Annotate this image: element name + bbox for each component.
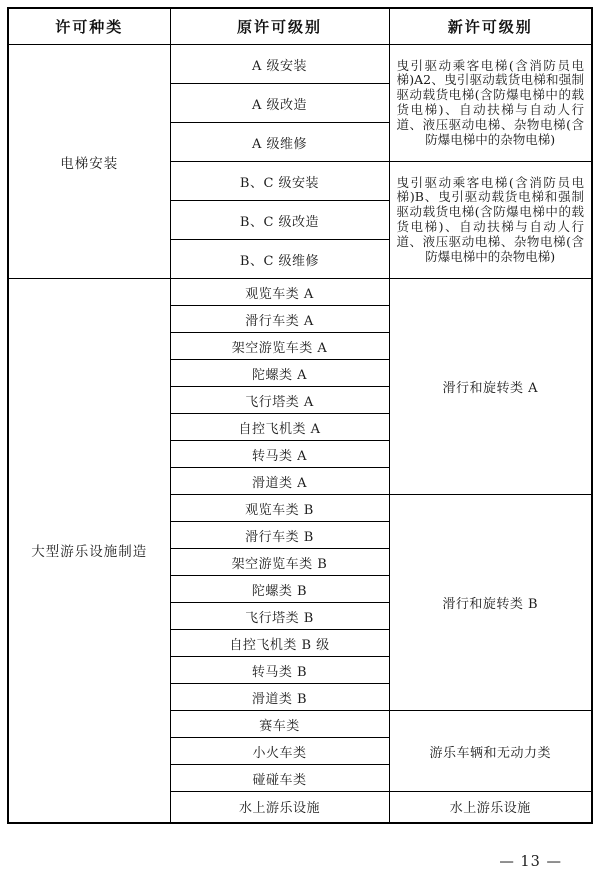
page-number: — 13 — bbox=[499, 854, 562, 870]
header-cell-old-level: 原许可级别 bbox=[170, 8, 389, 45]
old-level-cell: 转马类 B bbox=[170, 657, 389, 684]
old-level-cell: 水上游乐设施 bbox=[170, 792, 389, 823]
license-level-mapping-table bbox=[7, 7, 593, 824]
old-level-cell: 滑行车类 B bbox=[170, 522, 389, 549]
old-level-cell: 架空游览车类 A bbox=[170, 333, 389, 360]
old-level-cell: 飞行塔类 B bbox=[170, 603, 389, 630]
header-cell-new-level: 新许可级别 bbox=[389, 8, 592, 45]
old-level-cell: B、C 级改造 bbox=[170, 201, 389, 240]
old-level-cell: 陀螺类 B bbox=[170, 576, 389, 603]
old-level-cell: 滑道类 A bbox=[170, 468, 389, 495]
old-level-cell: 观览车类 B bbox=[170, 495, 389, 522]
old-level-cell: B、C 级安装 bbox=[170, 162, 389, 201]
old-level-cell: A 级安装 bbox=[170, 45, 389, 84]
new-level-cell: 曳引驱动乘客电梯(含消防员电梯)A2、曳引驱动载货电梯和强制驱动载货电梯(含防爆电梯中的载货电梯)、自动扶梯与自动人行道、液压驱动电梯、杂物电梯(含防爆电梯中的杂物电梯) bbox=[389, 45, 592, 162]
old-level-cell: 自控飞机类 A bbox=[170, 414, 389, 441]
header-row bbox=[8, 8, 592, 45]
new-level-cell: 水上游乐设施 bbox=[389, 792, 592, 823]
old-level-cell: 小火车类 bbox=[170, 738, 389, 765]
old-level-cell: 架空游览车类 B bbox=[170, 549, 389, 576]
old-level-cell: 赛车类 bbox=[170, 711, 389, 738]
old-level-cell: A 级改造 bbox=[170, 84, 389, 123]
new-level-cell: 游乐车辆和无动力类 bbox=[389, 711, 592, 792]
old-level-cell: A 级维修 bbox=[170, 123, 389, 162]
new-level-cell: 滑行和旋转类 A bbox=[389, 279, 592, 495]
old-level-cell: 滑行车类 A bbox=[170, 306, 389, 333]
old-level-cell: 滑道类 B bbox=[170, 684, 389, 711]
old-level-cell: B、C 级维修 bbox=[170, 240, 389, 279]
old-level-cell: 飞行塔类 A bbox=[170, 387, 389, 414]
old-level-cell: 观览车类 A bbox=[170, 279, 389, 306]
old-level-cell: 碰碰车类 bbox=[170, 765, 389, 792]
old-level-cell: 陀螺类 A bbox=[170, 360, 389, 387]
old-level-cell: 自控飞机类 B 级 bbox=[170, 630, 389, 657]
table-row bbox=[8, 45, 592, 84]
old-level-cell: 转马类 A bbox=[170, 441, 389, 468]
table-row bbox=[8, 279, 592, 306]
category-cell: 电梯安装 bbox=[8, 45, 170, 279]
header-cell-license-type: 许可种类 bbox=[8, 8, 170, 45]
new-level-cell: 曳引驱动乘客电梯(含消防员电梯)B、曳引驱动载货电梯和强制驱动载货电梯(含防爆电梯中的载货电梯)、自动扶梯与自动人行道、液压驱动电梯、杂物电梯(含防爆电梯中的杂物电梯) bbox=[389, 162, 592, 279]
new-level-cell: 滑行和旋转类 B bbox=[389, 495, 592, 711]
category-cell: 大型游乐设施制造 bbox=[8, 279, 170, 823]
